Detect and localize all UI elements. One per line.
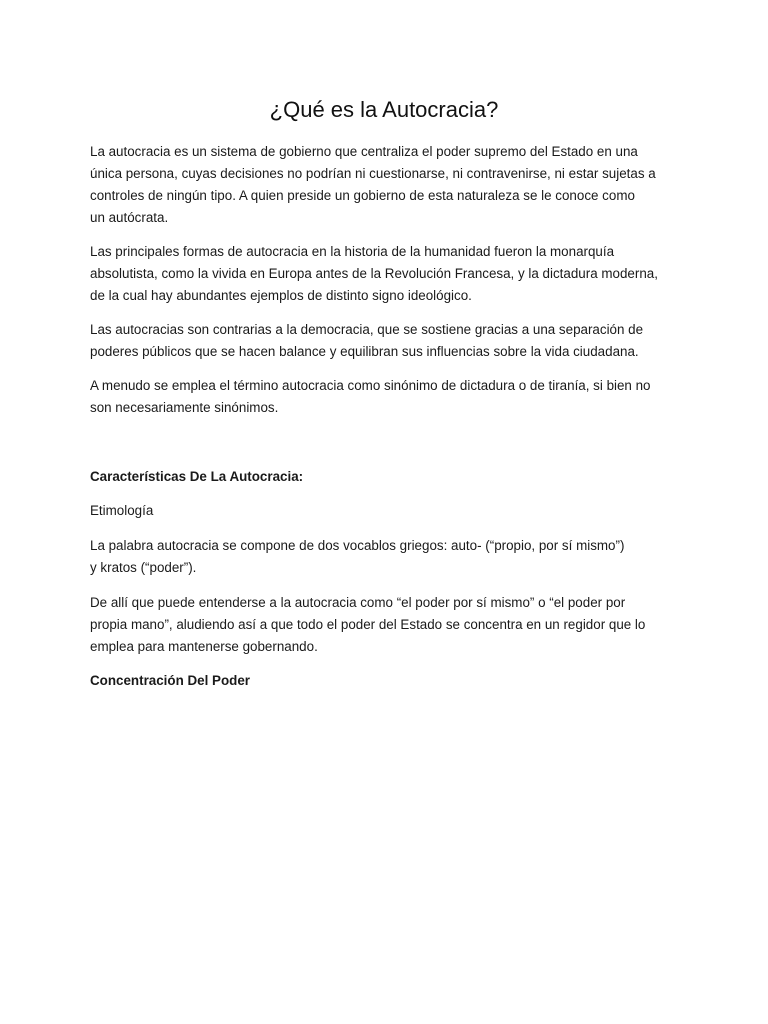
paragraph-line: La autocracia es un sistema de gobierno que centraliza el poder supremo del Estado en una [90,144,638,159]
paragraph-line: Las principales formas de autocracia en la historia de la humanidad fueron la monarquía [90,244,615,259]
heading-concentration: Concentración Del Poder [90,673,250,688]
paragraph-line: única persona, cuyas decisiones no podrían ni cuestionarse, ni contravenirse, ni estar sujetas a [90,166,656,181]
paragraph-line: Las autocracias son contrarias a la democracia, que se sostiene gracias a una separación de [90,322,644,337]
paragraph-democracy [90,319,680,363]
paragraph-forms [90,241,680,307]
paragraph-line: absolutista, como la vivida en Europa antes de la Revolución Francesa, y la dictadura moderna, [90,266,658,281]
paragraph-etymology [90,535,680,579]
paragraph-meaning [90,592,680,658]
paragraph-line: De allí que puede entenderse a la autocracia como “el poder por sí mismo” o “el poder por [90,595,626,610]
paragraph-line: de la cual hay abundantes ejemplos de distinto signo ideológico. [90,288,472,303]
paragraph-line: propia mano”, aludiendo así a que todo el poder del Estado se concentra en un regidor que lo [90,617,646,632]
paragraph-line: A menudo se emplea el término autocracia como sinónimo de dictadura o de tiranía, si bien no [90,378,651,393]
paragraph-line: controles de ningún tipo. A quien preside un gobierno de esta naturaleza se le conoce como [90,188,635,203]
paragraph-line: son necesariamente sinónimos. [90,400,279,415]
heading-etymology: Etimología [90,503,154,518]
page-title: ¿Qué es la Autocracia? [269,97,499,122]
paragraph-line: poderes públicos que se hacen balance y equilibran sus influencias sobre la vida ciudadana. [90,344,639,359]
paragraph-line: La palabra autocracia se compone de dos vocablos griegos: auto- (“propio, por sí mismo”) [90,538,625,553]
paragraph-synonyms [90,375,680,419]
paragraph-line: emplea para mantenerse gobernando. [90,639,318,654]
paragraph-definition [90,141,680,229]
heading-characteristics: Características De La Autocracia: [90,469,304,484]
paragraph-line: y kratos (“poder”). [90,560,197,575]
paragraph-line: un autócrata. [90,210,169,225]
